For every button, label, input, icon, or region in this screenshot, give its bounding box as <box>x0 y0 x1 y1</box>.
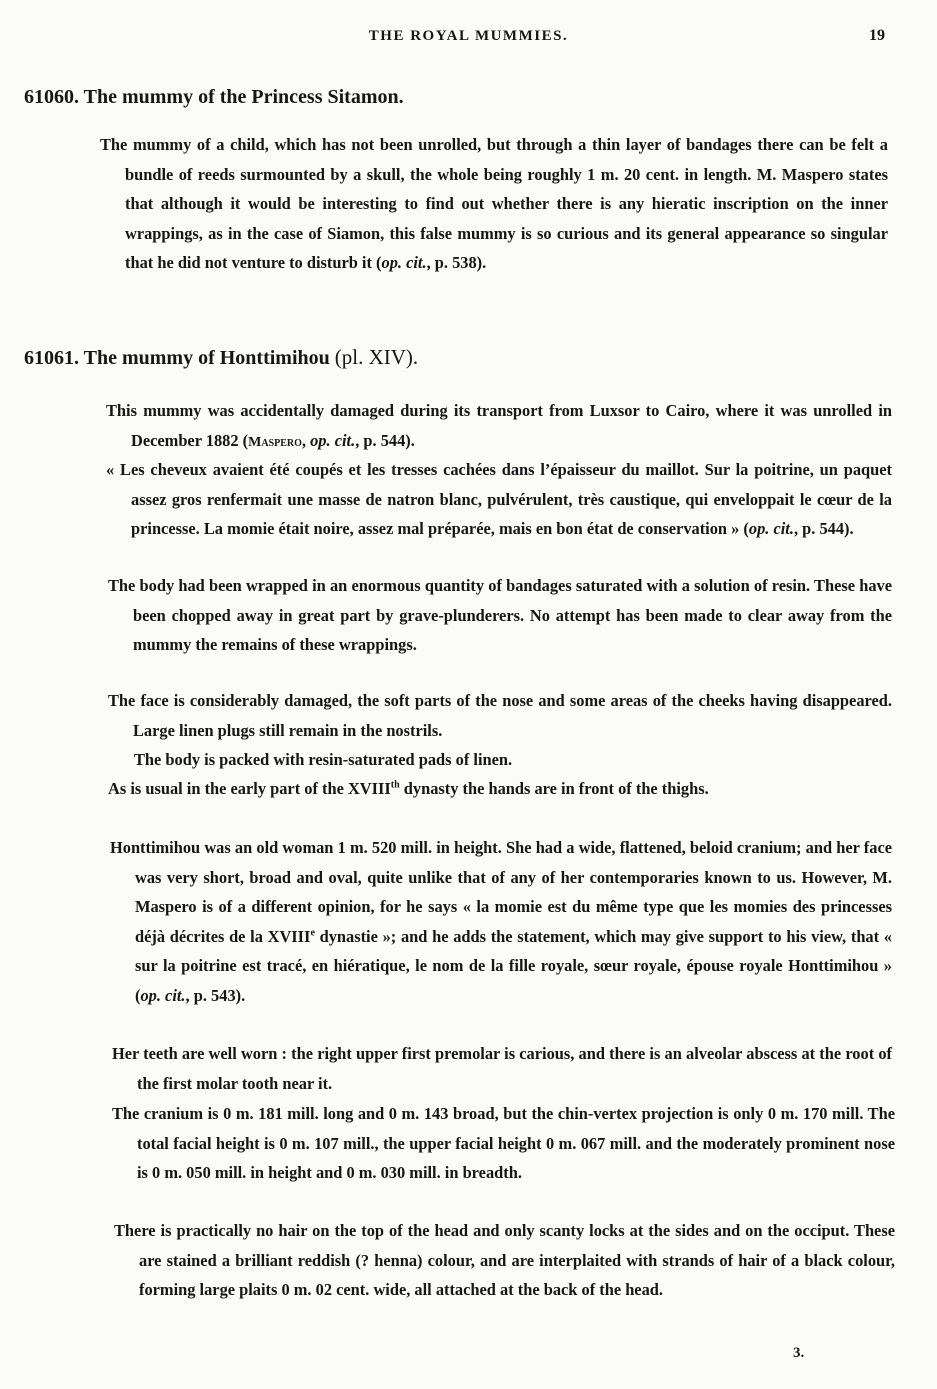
paragraph-text: « Les cheveux avaient été coupés et les tresses cachées dans l’épaisseur du maillot. Sur la poitrine, un paquet assez gros renfermait une masse de natron blanc, pulvérulent, très caustique, qui enveloppait le cœur de la princesse. La momie était noire, assez mal préparée, mais en bon état de conservation » ( <box>106 460 892 539</box>
paragraph-french-quote <box>106 455 892 544</box>
author-name: Maspero <box>248 434 302 450</box>
paragraph-text: dynasty the hands are in front of the thighs. <box>399 779 709 798</box>
paragraph-body-packing: The body is packed with resin-saturated pads of linen. <box>134 750 513 769</box>
citation: op. cit. <box>140 985 186 1005</box>
paragraph-text: dynastie »; and he adds the statement, which may give support to his view, that « sur la poitrine est tracé, en hiératique, le nom de la fille royale, sœur royale, épouse royale Honttimihou » ( <box>135 926 892 1005</box>
paragraph-text: As is usual in the early part of the XVIII <box>108 779 391 798</box>
signature-mark: 3. <box>793 1345 805 1361</box>
citation: op. cit. <box>381 253 427 273</box>
superscript: th <box>390 779 400 791</box>
paragraph-text: Honttimihou was an old woman 1 m. 520 mill. in height. She had a wide, flattened, beloid cranium; and her face was very short, broad and oval, quite unlike that of any of her contemporaries known to us. However, M. Maspero is of a different opinion, for he says « la momie est du même type que les momies des princesses déjà décrites de la XVIII <box>110 838 892 946</box>
paragraph-text: This mummy was accidentally damaged during its transport from Luxsor to Cairo, where it was unrolled in December 1882 ( <box>106 401 892 450</box>
citation: op. cit. <box>748 519 794 539</box>
entry-heading-61060 <box>24 86 404 109</box>
paragraph-transport <box>106 396 892 457</box>
paragraph-text: , p. 538). <box>426 253 487 273</box>
paragraph-face: The face is considerably damaged, the soft parts of the nose and some areas of the cheeks having disappeared. Large linen plugs still remain in the nostrils. <box>108 691 892 740</box>
paragraph-description <box>110 833 892 1011</box>
running-title: THE ROYAL MUMMIES. <box>368 28 569 44</box>
entry-title: The mummy of Honttimihou <box>83 347 330 369</box>
paragraph-bandages: The body had been wrapped in an enormous quantity of bandages saturated with a solution of resin. These have been chopped away in great part by grave-plunderers. No attempt has been made to clear away from the mummy the remains of these wrappings. <box>108 576 892 655</box>
page-number: 19 <box>869 27 885 44</box>
superscript: e <box>310 927 315 939</box>
entry-number: 61060. <box>24 86 79 108</box>
entry-heading-61061 <box>24 345 418 370</box>
entry-title: The mummy of the Princess Sitamon. <box>83 86 404 108</box>
paragraph-measurements: The cranium is 0 m. 181 mill. long and 0 m. 143 broad, but the chin-vertex projection is only 0 m. 170 mill. The total facial height is 0 m. 107 mill., the upper facial height 0 m. 067 mill. and the moderately prominent nose is 0 m. 050 mill. in height and 0 m. 030 mill. in breadth. <box>112 1104 895 1183</box>
paragraph-text: , <box>301 430 311 450</box>
paragraph-sitamon <box>100 130 888 278</box>
paragraph-hands <box>108 774 892 804</box>
paragraph-hair: There is practically no hair on the top of the head and only scanty locks at the sides and on the occiput. These are stained a brilliant reddish (? henna) colour, and are interplaited with strands of hair of a black colour, forming large plaits 0 m. 02 cent. wide, all attached at the back of the head. <box>114 1221 895 1300</box>
entry-number: 61061. <box>24 347 79 369</box>
plate-reference: (pl. XIV). <box>334 345 419 369</box>
citation: op. cit. <box>310 430 356 450</box>
paragraph-text: , p. 543). <box>185 985 246 1005</box>
paragraph-teeth: Her teeth are well worn : the right upper first premolar is carious, and there is an alveolar abscess at the root of the first molar tooth near it. <box>112 1044 892 1093</box>
paragraph-text: , p. 544). <box>793 519 854 539</box>
paragraph-text: The mummy of a child, which has not been unrolled, but through a thin layer of bandages there can be felt a bundle of reeds surmounted by a skull, the whole being roughly 1 m. 20 cent. in length. M. Maspero states that although it would be interesting to find out whether there is any hieratic inscription on the inner wrappings, as in the case of Siamon, this false mummy is so curious and its general appearance so singular that he did not venture to disturb it ( <box>100 135 888 273</box>
paragraph-text: , p. 544). <box>355 430 415 450</box>
